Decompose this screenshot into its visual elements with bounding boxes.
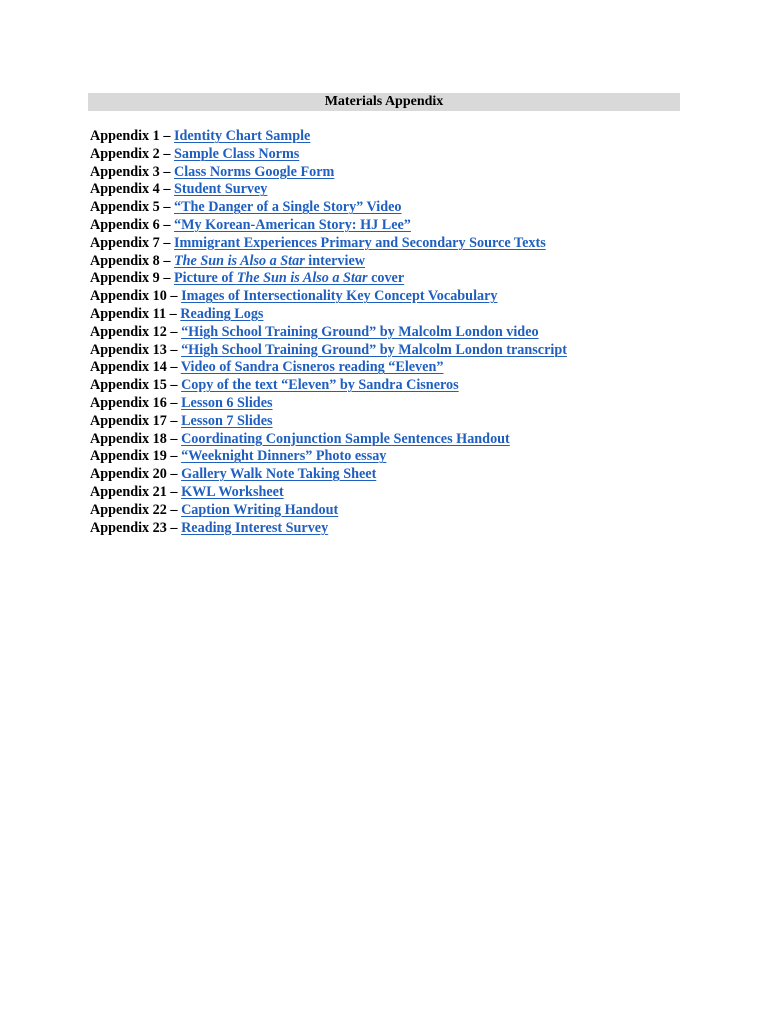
appendix-label: Appendix 12 – (90, 323, 182, 340)
appendix-link[interactable] (181, 342, 567, 358)
appendix-link-text: interview (304, 252, 366, 269)
appendix-link-text: Immigrant Experiences Primary and Secondary Source Texts (173, 234, 546, 251)
appendix-item (90, 324, 690, 342)
appendix-item (90, 253, 690, 271)
appendix-link[interactable] (181, 484, 284, 500)
appendix-link[interactable] (181, 502, 338, 518)
appendix-item (90, 448, 690, 466)
appendix-link-text: “My Korean-American Story: HJ Lee” (173, 216, 411, 233)
appendix-item (90, 217, 690, 235)
appendix-link-text: Reading Interest Survey (181, 519, 329, 536)
appendix-label: Appendix 8 – (90, 252, 174, 269)
appendix-link-text: Picture of (173, 270, 237, 287)
appendix-link[interactable] (174, 270, 404, 286)
appendix-item (90, 181, 690, 199)
appendix-link-text: The Sun is Also a Star (173, 252, 305, 269)
appendix-item (90, 199, 690, 217)
appendix-label: Appendix 3 – (90, 163, 174, 180)
appendix-item (90, 342, 690, 360)
appendix-link-text: Reading Logs (180, 305, 264, 322)
appendix-label: Appendix 14 – (90, 359, 181, 376)
appendix-link[interactable] (181, 520, 328, 536)
appendix-label: Appendix 18 – (90, 430, 182, 447)
page-title: Materials Appendix (88, 93, 680, 111)
appendix-item (90, 395, 690, 413)
appendix-link-text: “The Danger of a Single Story” Video (173, 199, 402, 216)
appendix-label: Appendix 1 – (90, 128, 174, 144)
appendix-link-text: Video of Sandra Cisneros reading “Eleven” (180, 359, 444, 376)
appendix-label: Appendix 16 – (90, 394, 182, 411)
appendix-label: Appendix 9 – (90, 270, 174, 287)
appendix-link[interactable] (174, 235, 546, 251)
appendix-link[interactable] (180, 306, 263, 322)
appendix-item (90, 235, 690, 253)
appendix-list (90, 128, 690, 537)
appendix-label: Appendix 17 – (90, 412, 182, 429)
appendix-link-text: Gallery Walk Note Taking Sheet (181, 466, 377, 483)
appendix-label: Appendix 2 – (90, 145, 174, 162)
appendix-link[interactable] (181, 359, 444, 375)
appendix-label: Appendix 22 – (90, 501, 182, 518)
appendix-item (90, 431, 690, 449)
appendix-item (90, 128, 690, 146)
appendix-link[interactable] (181, 377, 459, 393)
appendix-link[interactable] (181, 448, 386, 464)
appendix-link-text: The Sun is Also a Star (236, 270, 368, 287)
appendix-label: Appendix 6 – (90, 216, 174, 233)
appendix-item (90, 520, 690, 538)
appendix-link[interactable] (174, 164, 334, 180)
appendix-label: Appendix 15 – (90, 377, 182, 394)
appendix-link[interactable] (181, 324, 539, 340)
appendix-item (90, 484, 690, 502)
appendix-link-text: Identity Chart Sample (173, 128, 311, 144)
appendix-label: Appendix 7 – (90, 234, 174, 251)
appendix-link[interactable] (181, 431, 510, 447)
appendix-link-text: KWL Worksheet (181, 483, 284, 500)
appendix-link[interactable] (181, 466, 376, 482)
appendix-label: Appendix 11 – (90, 305, 181, 322)
appendix-item (90, 146, 690, 164)
appendix-label: Appendix 13 – (90, 341, 182, 358)
appendix-item (90, 288, 690, 306)
appendix-link-text: Images of Intersectionality Key Concept Vocabulary (181, 288, 498, 305)
appendix-item (90, 466, 690, 484)
appendix-item (90, 306, 690, 324)
appendix-item (90, 359, 690, 377)
appendix-label: Appendix 21 – (90, 483, 182, 500)
appendix-link-text: “High School Training Ground” by Malcolm London transcript (181, 341, 567, 358)
appendix-link[interactable] (181, 288, 497, 304)
appendix-link-text: Student Survey (173, 181, 268, 198)
appendix-label: Appendix 23 – (90, 519, 182, 536)
appendix-item (90, 270, 690, 288)
appendix-link-text: “High School Training Ground” by Malcolm London video (181, 323, 539, 340)
appendix-item (90, 413, 690, 431)
appendix-link-text: Lesson 7 Slides (181, 412, 273, 429)
appendix-link-text: Copy of the text “Eleven” by Sandra Cisneros (181, 377, 459, 394)
appendix-item (90, 502, 690, 520)
appendix-link-text: Coordinating Conjunction Sample Sentences Handout (181, 430, 510, 447)
appendix-link[interactable] (174, 253, 365, 269)
appendix-label: Appendix 10 – (90, 288, 182, 305)
appendix-link[interactable] (181, 395, 272, 411)
appendix-link[interactable] (174, 199, 402, 215)
appendix-link-text: Caption Writing Handout (181, 501, 339, 518)
appendix-link-text: Sample Class Norms (173, 145, 300, 162)
appendix-link-text: Lesson 6 Slides (181, 394, 273, 411)
appendix-label: Appendix 19 – (90, 448, 182, 465)
appendix-label: Appendix 20 – (90, 466, 182, 483)
appendix-link[interactable] (174, 181, 267, 197)
appendix-link-text: cover (367, 270, 405, 287)
appendix-link[interactable] (174, 217, 411, 233)
appendix-label: Appendix 5 – (90, 199, 174, 216)
appendix-item (90, 164, 690, 182)
appendix-link[interactable] (174, 128, 310, 144)
appendix-link[interactable] (174, 146, 299, 162)
appendix-link-text: “Weeknight Dinners” Photo essay (181, 448, 387, 465)
appendix-link-text: Class Norms Google Form (173, 163, 335, 180)
appendix-item (90, 377, 690, 395)
appendix-label: Appendix 4 – (90, 181, 174, 198)
appendix-link[interactable] (181, 413, 272, 429)
